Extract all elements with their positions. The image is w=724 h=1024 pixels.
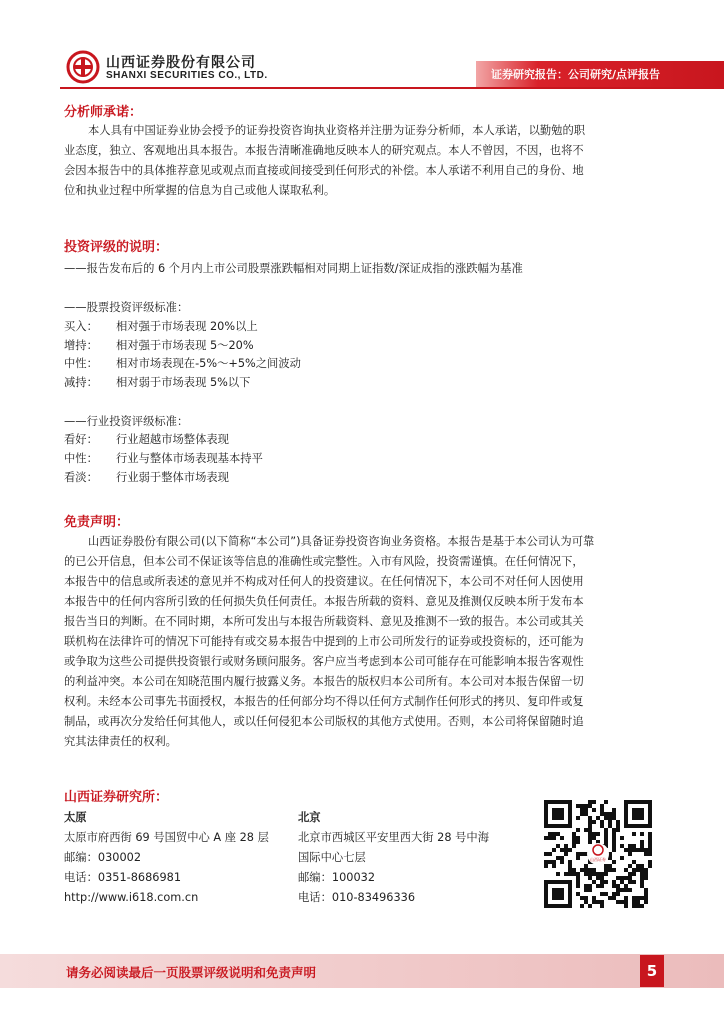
pledge-line: 本人具有中国证券业协会授予的证券投资咨询执业资格并注册为证券分析师，本人承诺，以勤勉的职 bbox=[88, 124, 586, 137]
industry-rating-item bbox=[64, 469, 229, 485]
disclaimer-line: 报告当日的判断。在不同时期，本所可发出与本报告所载资料、意见及推测不一致的报告。本公司或其关 bbox=[64, 615, 584, 628]
footer-notice: 请务必阅读最后一页股票评级说明和免责声明 bbox=[66, 965, 317, 980]
analyst-pledge-title: 分析师承诺： bbox=[64, 105, 143, 120]
disclaimer-line: 究其法律责任的权利。 bbox=[64, 735, 177, 748]
industry-rating-item bbox=[64, 450, 263, 466]
rating-label: 增持： bbox=[64, 339, 98, 352]
disclaimer-line: 联机构在法律许可的情况下可能持有或交易本报告中提到的上市公司所发行的证券或投资标的，还可能为 bbox=[64, 635, 584, 648]
disclaimer-line: 或争取为这些公司提供投资银行或财务顾问服务。客户应当考虑到本公司可能存在可能影响本报告客观性 bbox=[64, 655, 584, 668]
rating-label: 中性： bbox=[64, 452, 98, 465]
office-city: 北京 bbox=[298, 811, 321, 824]
stock-rating-item bbox=[64, 337, 254, 353]
page-number: 5 bbox=[640, 955, 664, 987]
company-name-cn: 山西证券股份有限公司 bbox=[106, 55, 256, 71]
industry-rating-item bbox=[64, 431, 229, 447]
office-phone: 电话：0351-8686981 bbox=[64, 871, 182, 884]
office-address: 北京市西城区平安里西大街 28 号中海 bbox=[298, 831, 490, 844]
rating-basis: ——报告发布后的 6 个月内上市公司股票涨跌幅相对同期上证指数/深证成指的涨跌幅为基准 bbox=[64, 262, 523, 275]
disclaimer-line: 的已公开信息，但本公司不保证该等信息的准确性或完整性。入市有风险，投资需谨慎。在任何情况下， bbox=[64, 555, 584, 568]
report-type-band bbox=[476, 61, 724, 87]
rating-desc: 相对强于市场表现 5～20% bbox=[116, 339, 254, 352]
rating-label: 看好： bbox=[64, 433, 98, 446]
company-logo-icon bbox=[66, 50, 100, 84]
office-website[interactable]: http://www.i618.com.cn bbox=[64, 891, 199, 904]
office-postcode: 邮编：100032 bbox=[298, 871, 376, 884]
rating-label: 看淡： bbox=[64, 471, 98, 484]
rating-label: 中性： bbox=[64, 357, 98, 370]
office-postcode: 邮编：030002 bbox=[64, 851, 142, 864]
office-address-cont: 国际中心七层 bbox=[298, 851, 366, 864]
stock-rating-header: ——股票投资评级标准： bbox=[64, 301, 189, 314]
pledge-line: 位和执业过程中所掌握的信息为自己或他人谋取私利。 bbox=[64, 184, 336, 197]
disclaimer-line: 的利益冲突。本公司在知晓范围内履行披露义务。本报告的版权归本公司所有。本公司对本报告保留一切 bbox=[64, 675, 584, 688]
disclaimer-title: 免责声明： bbox=[64, 515, 130, 530]
office-city: 太原 bbox=[64, 811, 87, 824]
rating-desc: 行业超越市场整体表现 bbox=[116, 433, 229, 446]
rating-desc: 行业与整体市场表现基本持平 bbox=[116, 452, 263, 465]
disclaimer-line: 山西证券股份有限公司(以下简称“本公司”)具备证券投资咨询业务资格。本报告是基于本公司认为可靠 bbox=[88, 535, 595, 548]
disclaimer-line: 本报告中的任何内容所引致的任何损失负任何责任。本报告所载的资料、意见及推测仅反映本所于发布本 bbox=[64, 595, 584, 608]
industry-rating-header: ——行业投资评级标准： bbox=[64, 415, 189, 428]
header-divider bbox=[60, 87, 724, 89]
rating-desc: 相对市场表现在-5%～+5%之间波动 bbox=[116, 357, 301, 370]
rating-title: 投资评级的说明： bbox=[64, 240, 169, 255]
disclaimer-line: 制品，或再次分发给任何其他人，或以任何侵犯本公司版权的其他方式使用。否则，本公司将保留随时追 bbox=[64, 715, 584, 728]
office-address: 太原市府西街 69 号国贸中心 A 座 28 层 bbox=[64, 831, 269, 844]
disclaimer-line: 本报告中的信息或所表述的意见并不构成对任何人的投资建议。在任何情况下，本公司不对任何人因使用 bbox=[64, 575, 584, 588]
report-type-label: 证券研究报告：公司研究/点评报告 bbox=[490, 68, 660, 81]
taiyuan-office bbox=[64, 808, 269, 908]
rating-desc: 相对强于市场表现 20%以上 bbox=[116, 320, 258, 333]
stock-rating-item bbox=[64, 318, 258, 334]
company-name-en: SHANXI SECURITIES CO., LTD. bbox=[106, 70, 268, 81]
qr-code-icon[interactable] bbox=[544, 800, 652, 908]
institute-title: 山西证券研究所： bbox=[64, 790, 169, 805]
office-phone: 电话：010-83496336 bbox=[298, 891, 416, 904]
rating-desc: 相对弱于市场表现 5%以下 bbox=[116, 376, 251, 389]
beijing-office bbox=[298, 808, 489, 908]
disclaimer-line: 权利。未经本公司事先书面授权，本报告的任何部分均不得以任何方式制作任何形式的拷贝、复印件或复 bbox=[64, 695, 584, 708]
qr-center-label: 山西证券 bbox=[590, 857, 606, 862]
stock-rating-item bbox=[64, 374, 250, 390]
rating-desc: 行业弱于整体市场表现 bbox=[116, 471, 229, 484]
footer-band bbox=[0, 954, 724, 988]
page-header bbox=[0, 0, 724, 96]
stock-rating-item bbox=[64, 355, 301, 371]
pledge-line: 会因本报告中的具体推荐意见或观点而直接或间接受到任何形式的补偿。本人承诺不利用自己的身份、地 bbox=[64, 164, 584, 177]
pledge-line: 业态度，独立、客观地出具本报告。本报告清晰准确地反映本人的研究观点。本人不曾因，不因，也将不 bbox=[64, 144, 584, 157]
rating-label: 买入： bbox=[64, 320, 98, 333]
rating-label: 减持： bbox=[64, 376, 98, 389]
